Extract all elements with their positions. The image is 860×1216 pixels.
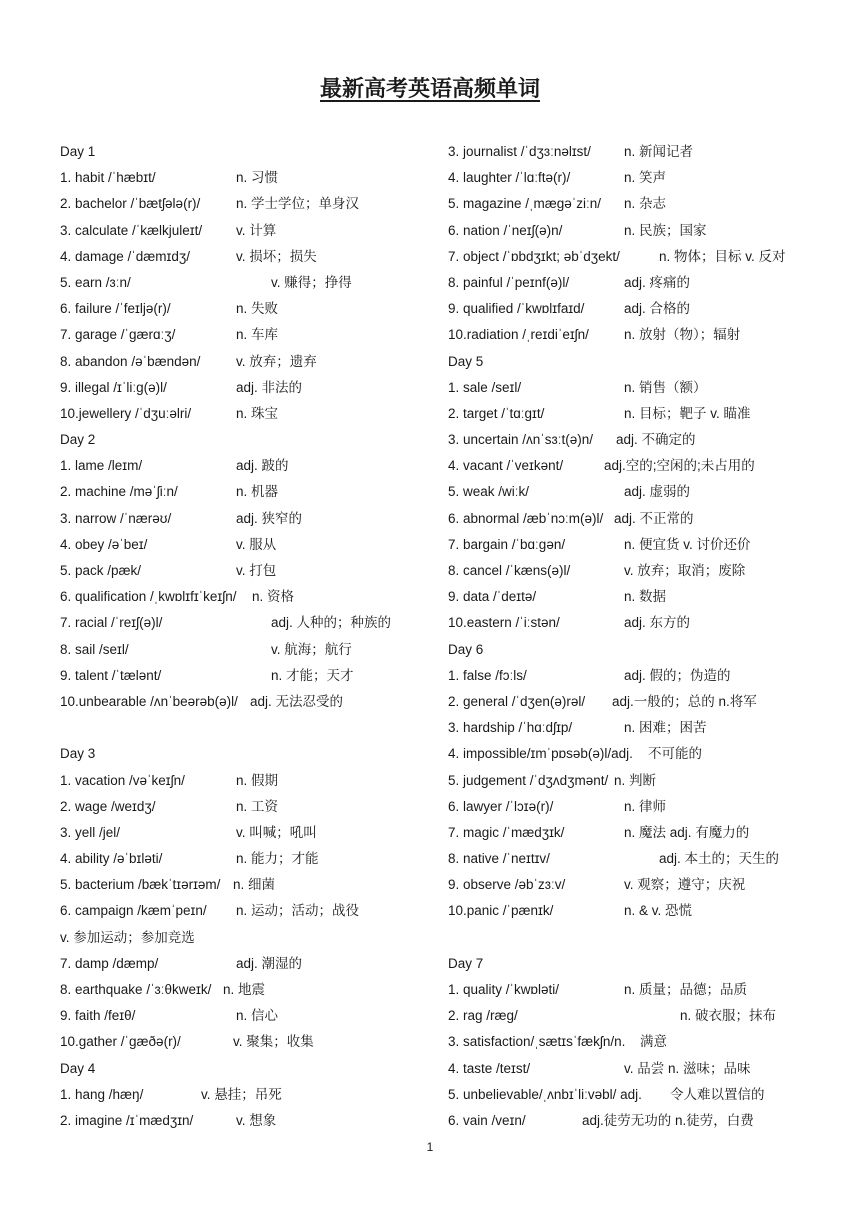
- blank-line: [60, 715, 460, 741]
- vocab-word: 4. taste /teɪst/: [448, 1060, 531, 1076]
- vocab-definition: adj. 虚弱的: [624, 484, 691, 500]
- page-number: 1: [426, 1140, 434, 1154]
- vocab-entry: [448, 846, 848, 872]
- vocab-definition: adj. 疼痛的: [624, 274, 691, 290]
- vocab-definition: n. 数据: [624, 589, 667, 605]
- vocab-entry: [60, 872, 460, 898]
- vocab-entry: [448, 427, 848, 453]
- vocab-entry: [60, 1029, 460, 1055]
- vocab-entry: [60, 1003, 460, 1029]
- vocab-word: 8. native /ˈneɪtɪv/: [448, 851, 550, 867]
- vocab-word: 1. false /fɔːls/: [448, 667, 527, 683]
- vocab-definition: adj. 跛的: [236, 458, 289, 474]
- vocab-entry: [448, 479, 848, 505]
- vocab-word: 5. earn /ɜːn/: [60, 274, 131, 290]
- vocab-definition: v. 服从: [236, 536, 277, 552]
- vocab-definition: adj. 无法忍受的: [250, 693, 344, 709]
- vocab-word: 10.jewellery /ˈdʒuːəlri/: [60, 405, 192, 421]
- vocab-word: 6. failure /ˈfeɪljə(r)/: [60, 301, 171, 317]
- vocab-definition: adj.一般的；总的 n.将军: [612, 693, 757, 709]
- vocab-word: 4. laughter /ˈlɑːftə(r)/: [448, 170, 571, 186]
- vocab-entry: [60, 846, 460, 872]
- vocab-definition: adj. 本土的；天生的: [659, 851, 780, 867]
- vocab-definition: 令人难以置信的: [670, 1086, 765, 1102]
- vocab-word: 7. object /ˈɒbdʒɪkt; əbˈdʒekt/: [448, 248, 620, 264]
- vocab-definition: adj. 狭窄的: [236, 510, 303, 526]
- vocab-word: 1. quality /ˈkwɒləti/: [448, 982, 560, 997]
- vocab-word: 2. wage /weɪdʒ/: [60, 798, 156, 814]
- vocab-word: 3. yell /jel/: [60, 824, 121, 840]
- vocab-definition: v. 放弃；遗弃: [236, 353, 317, 369]
- vocab-word: 7. racial /ˈreɪʃ(ə)l/: [60, 615, 163, 631]
- vocab-word: 3. narrow /ˈnærəʊ/: [60, 510, 172, 526]
- vocab-definition: n. & v. 恐慌: [624, 903, 693, 919]
- vocab-entry: [448, 1029, 848, 1055]
- vocab-entry: [60, 977, 460, 1003]
- vocab-definition: n. 销售（额）: [624, 379, 707, 395]
- vocab-word: 4. impossible/ɪmˈpɒsəb(ə)l/adj.: [448, 746, 633, 762]
- vocab-definition: adj. 非法的: [236, 379, 303, 395]
- vocab-entry: [60, 898, 460, 924]
- vocab-entry: [60, 165, 460, 191]
- vocab-entry: [60, 1082, 460, 1108]
- vocab-entry: [60, 270, 460, 296]
- vocab-word: 3. journalist /ˈdʒɜːnəlɪst/: [448, 144, 591, 159]
- vocab-definition: adj. 假的；伪造的: [624, 667, 731, 683]
- vocab-definition: n. 判断: [614, 772, 657, 788]
- vocab-definition: n. 困难；困苦: [624, 720, 707, 736]
- vocab-word: 7. garage /ˈgærɑːʒ/: [60, 327, 176, 343]
- vocab-entry: [448, 322, 848, 348]
- vocab-entry: [448, 1108, 848, 1134]
- vocab-entry: [448, 1056, 848, 1082]
- vocab-entry: [448, 401, 848, 427]
- vocab-definition: v. 叫喊；吼叫: [236, 824, 317, 840]
- vocab-word: 5. unbelievable/ˌʌnbɪˈliːvəbl/ adj.: [448, 1086, 642, 1102]
- vocab-word: 9. talent /ˈtælənt/: [60, 667, 162, 683]
- vocab-entry: [60, 663, 460, 689]
- vocab-definition: n. 放射（物）；辐射: [624, 327, 741, 343]
- vocab-definition: adj. 不正常的: [614, 510, 694, 526]
- vocab-definition: adj. 潮湿的: [236, 955, 303, 971]
- vocab-definition: n. 学士学位；单身汉: [236, 196, 360, 212]
- vocab-word: 2. general /ˈdʒen(ə)rəl/: [448, 693, 586, 709]
- vocab-definition: n. 魔法 adj. 有魔力的: [624, 824, 750, 840]
- vocab-word: 7. bargain /ˈbɑːgən/: [448, 536, 566, 552]
- vocab-definition: n. 便宜货 v. 讨价还价: [624, 536, 751, 552]
- vocab-entry: [448, 191, 848, 217]
- vocab-word: 1. vacation /vəˈkeɪʃn/: [60, 772, 185, 788]
- vocab-definition: adj. 东方的: [624, 615, 691, 631]
- vocab-word: 10.unbearable /ʌnˈbeərəb(ə)l/: [60, 693, 238, 709]
- vocab-entry: [448, 768, 848, 794]
- vocab-definition: v. 想象: [236, 1112, 277, 1128]
- vocab-definition: n. 民族；国家: [624, 222, 707, 238]
- vocab-entry: [448, 165, 848, 191]
- right-column: [448, 139, 848, 1134]
- section-heading: Day 5: [448, 353, 484, 369]
- vocab-entry: [60, 401, 460, 427]
- vocab-definition: v. 悬挂；吊死: [201, 1086, 282, 1102]
- vocab-definition: n. 习惯: [236, 170, 279, 186]
- vocab-definition: 满意: [640, 1034, 667, 1050]
- vocab-definition: v. 聚集；收集: [233, 1034, 314, 1050]
- vocab-word: 5. bacterium /bækˈtɪərɪəm/: [60, 877, 221, 893]
- vocab-word: 5. judgement /ˈdʒʌdʒmənt/: [448, 772, 609, 788]
- vocab-definition: v. 打包: [236, 563, 277, 578]
- section-heading: Day 4: [60, 1060, 96, 1076]
- section-heading: Day 7: [448, 955, 484, 971]
- vocab-entry: [60, 532, 460, 558]
- vocab-word: 3. satisfaction/ˌsætɪsˈfækʃn/n.: [448, 1034, 626, 1050]
- vocab-word: 9. data /ˈdeɪtə/: [448, 589, 537, 605]
- vocab-word: 10.radiation /ˌreɪdiˈeɪʃn/: [448, 327, 589, 343]
- vocab-definition: n. 律师: [624, 798, 667, 814]
- page-title: 最新高考英语高频单词: [319, 76, 540, 101]
- vocab-entry: [448, 741, 848, 767]
- vocab-word: 1. sale /seɪl/: [448, 379, 522, 395]
- vocab-word: 7. magic /ˈmædʒɪk/: [448, 824, 565, 840]
- vocab-entry: [448, 872, 848, 898]
- vocab-entry: [448, 506, 848, 532]
- vocab-definition: v. 航海；航行: [271, 641, 352, 657]
- vocab-entry: [448, 1003, 848, 1029]
- vocab-word: 8. sail /seɪl/: [60, 641, 129, 657]
- vocab-entry: [448, 453, 848, 479]
- vocab-word: 1. habit /ˈhæbɪt/: [60, 170, 156, 186]
- vocab-definition: n. 信心: [236, 1008, 279, 1024]
- vocab-entry: [60, 584, 460, 610]
- section-heading: v. 参加运动；参加竞选: [60, 929, 195, 945]
- vocab-definition: v. 赚得；挣得: [271, 274, 352, 290]
- vocab-word: 6. lawyer /ˈlɔɪə(r)/: [448, 798, 554, 814]
- vocab-definition: v. 品尝 n. 滋味；品味: [624, 1060, 751, 1076]
- vocab-definition: n. 珠宝: [236, 405, 279, 421]
- vocab-entry: [60, 1108, 460, 1134]
- vocab-entry: [448, 715, 848, 741]
- vocab-entry: [448, 375, 848, 401]
- vocab-definition: adj. 人种的；种族的: [271, 615, 392, 631]
- vocab-definition: n. 车库: [236, 327, 279, 343]
- vocab-entry: [448, 820, 848, 846]
- vocab-word: 4. damage /ˈdæmɪdʒ/: [60, 248, 190, 264]
- vocab-definition: n. 资格: [252, 589, 295, 605]
- vocab-entry: [60, 218, 460, 244]
- vocab-definition: n. 杂志: [624, 196, 667, 212]
- vocab-word: 8. abandon /əˈbændən/: [60, 353, 201, 369]
- vocab-entry: [448, 794, 848, 820]
- vocab-word: 6. nation /ˈneɪʃ(ə)n/: [448, 222, 563, 238]
- vocab-entry: [60, 244, 460, 270]
- vocab-definition: n. 物体；目标 v. 反对: [659, 248, 786, 264]
- vocab-entry: [60, 296, 460, 322]
- vocab-word: 2. imagine /ɪˈmædʒɪn/: [60, 1112, 194, 1128]
- vocab-word: 3. uncertain /ʌnˈsɜːt(ə)n/: [448, 432, 593, 448]
- vocab-word: 3. hardship /ˈhɑːdʃɪp/: [448, 720, 573, 736]
- vocab-entry: [60, 637, 460, 663]
- vocab-word: 4. ability /əˈbɪləti/: [60, 851, 163, 867]
- vocab-word: 9. illegal /ɪˈliːg(ə)l/: [60, 379, 167, 395]
- vocab-definition: adj. 不确定的: [616, 432, 696, 448]
- vocab-word: 3. calculate /ˈkælkjuleɪt/: [60, 222, 203, 238]
- vocab-entry: [448, 244, 848, 270]
- vocab-definition: v. 观察；遵守；庆祝: [624, 877, 746, 893]
- vocab-entry: [448, 663, 848, 689]
- vocab-entry: [60, 349, 460, 375]
- vocab-definition: n. 目标；靶子 v. 瞄准: [624, 405, 751, 421]
- vocab-word: 9. observe /əbˈzɜːv/: [448, 877, 566, 893]
- vocab-definition: n. 能力；才能: [236, 851, 319, 867]
- vocab-word: 6. campaign /kæmˈpeɪn/: [60, 903, 207, 919]
- vocab-definition: n. 假期: [236, 772, 279, 788]
- vocab-word: 8. painful /ˈpeɪnf(ə)l/: [448, 274, 570, 290]
- vocab-word: 5. pack /pæk/: [60, 563, 142, 578]
- vocab-entry: [448, 558, 848, 584]
- section-heading: Day 1: [60, 144, 96, 159]
- vocab-entry: [448, 532, 848, 558]
- vocab-word: 8. cancel /ˈkæns(ə)l/: [448, 563, 571, 578]
- vocab-word: 2. bachelor /ˈbætʃələ(r)/: [60, 196, 201, 212]
- vocab-definition: n. 机器: [236, 484, 279, 500]
- vocab-definition: n. 笑声: [624, 170, 667, 186]
- vocab-definition: n. 新闻记者: [624, 144, 694, 159]
- vocab-word: 1. hang /hæŋ/: [60, 1086, 144, 1102]
- vocab-entry: [60, 375, 460, 401]
- vocab-entry: [60, 322, 460, 348]
- vocab-word: 2. target /ˈtɑːgɪt/: [448, 405, 545, 421]
- vocab-definition: n. 细菌: [233, 877, 276, 893]
- vocab-entry: [448, 977, 848, 1003]
- vocab-definition: adj.徒劳无功的 n.徒劳，白费: [582, 1112, 754, 1128]
- vocab-word: 7. damp /dæmp/: [60, 955, 159, 971]
- vocab-definition: n. 工资: [236, 798, 279, 814]
- vocab-entry: [60, 506, 460, 532]
- vocab-word: 8. earthquake /ˈɜːθkweɪk/: [60, 982, 212, 997]
- vocab-word: 6. abnormal /æbˈnɔːm(ə)l/: [448, 510, 604, 526]
- vocab-entry: [448, 218, 848, 244]
- vocab-entry: [448, 689, 848, 715]
- vocab-entry: [448, 898, 848, 924]
- vocab-word: 5. weak /wiːk/: [448, 484, 530, 500]
- vocab-entry: [60, 191, 460, 217]
- vocab-definition: adj. 合格的: [624, 301, 691, 317]
- vocab-entry: [448, 1082, 848, 1108]
- vocab-definition: v. 计算: [236, 222, 277, 238]
- vocab-definition: n. 地震: [223, 982, 266, 997]
- vocab-word: 6. qualification /ˌkwɒlɪfɪˈkeɪʃn/: [60, 589, 237, 605]
- vocab-entry: [448, 584, 848, 610]
- vocab-definition: 不可能的: [648, 746, 702, 762]
- section-heading: Day 3: [60, 746, 96, 762]
- vocab-entry: [60, 610, 460, 636]
- vocab-entry: [60, 768, 460, 794]
- vocab-entry: [60, 479, 460, 505]
- vocab-definition: n. 质量；品德；品质: [624, 982, 748, 997]
- vocab-word: 9. qualified /ˈkwɒlɪfaɪd/: [448, 301, 585, 317]
- vocab-entry: [60, 820, 460, 846]
- vocab-word: 4. vacant /ˈveɪkənt/: [448, 458, 564, 474]
- vocab-word: 2. machine /məˈʃiːn/: [60, 484, 178, 500]
- section-heading: Day 6: [448, 641, 484, 657]
- vocab-definition: v. 放弃；取消；废除: [624, 563, 746, 578]
- blank-line: [448, 925, 848, 951]
- vocab-definition: adj.空的;空闲的;未占用的: [604, 458, 755, 474]
- vocab-word: 10.panic /ˈpænɪk/: [448, 903, 554, 919]
- vocab-entry: [448, 610, 848, 636]
- vocab-word: 4. obey /əˈbeɪ/: [60, 536, 148, 552]
- section-heading: Day 2: [60, 432, 96, 448]
- vocab-definition: n. 失败: [236, 301, 279, 317]
- vocab-entry: [448, 296, 848, 322]
- vocab-definition: n. 运动；活动；战役: [236, 903, 360, 919]
- vocab-word: 1. lame /leɪm/: [60, 458, 143, 474]
- vocab-definition: v. 损坏；损失: [236, 248, 317, 264]
- left-column: [60, 139, 460, 1134]
- vocab-entry: [448, 270, 848, 296]
- vocab-word: 2. rag /ræg/: [448, 1008, 518, 1024]
- vocab-entry: [448, 139, 848, 165]
- vocab-entry: [60, 558, 460, 584]
- vocab-word: 9. faith /feɪθ/: [60, 1008, 136, 1024]
- vocab-word: 5. magazine /ˌmægəˈziːn/: [448, 196, 602, 212]
- vocab-word: 6. vain /veɪn/: [448, 1112, 526, 1128]
- vocab-definition: n. 才能；天才: [271, 667, 354, 683]
- vocab-definition: n. 破衣服；抹布: [680, 1008, 777, 1024]
- vocab-entry: [60, 453, 460, 479]
- vocab-word: 10.eastern /ˈiːstən/: [448, 615, 560, 631]
- vocab-entry: [60, 951, 460, 977]
- vocab-entry: [60, 794, 460, 820]
- vocab-word: 10.gather /ˈgæðə(r)/: [60, 1034, 181, 1050]
- vocab-entry: [60, 689, 460, 715]
